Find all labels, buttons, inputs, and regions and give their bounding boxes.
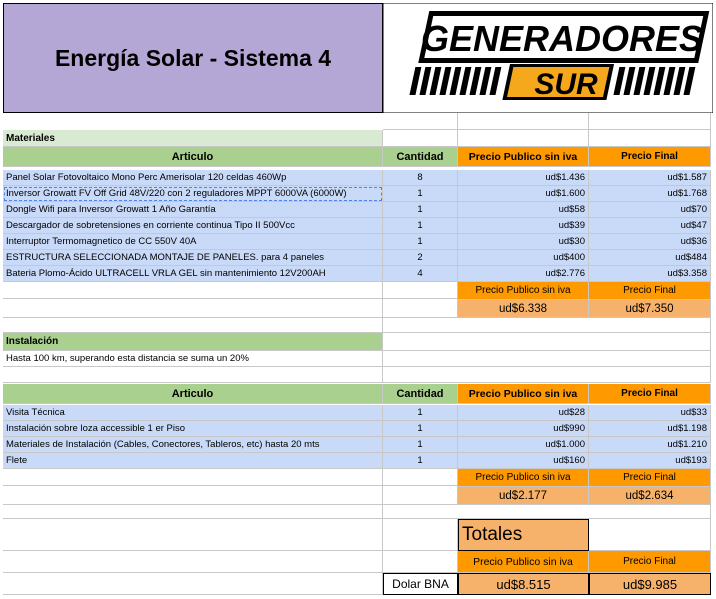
label-text: Precio Publico sin iva bbox=[473, 555, 573, 568]
table-row-final[interactable] bbox=[589, 453, 711, 469]
header-sin-iva-text: Precio Publico sin iva bbox=[468, 150, 578, 163]
instalacion-header-final[interactable] bbox=[589, 384, 711, 404]
empty-cell[interactable] bbox=[383, 113, 458, 130]
cell-text: ud$1.768 bbox=[667, 188, 707, 199]
table-row-sin-iva[interactable] bbox=[458, 437, 589, 453]
sheet-title-text: Energía Solar - Sistema 4 bbox=[54, 44, 332, 71]
cell-text: ud$39 bbox=[558, 220, 585, 231]
header-final-text: Precio Final bbox=[621, 388, 678, 399]
cell-text: ud$193 bbox=[675, 455, 707, 466]
empty-cell[interactable] bbox=[3, 486, 383, 505]
generadores-sur-logo bbox=[383, 3, 713, 113]
table-row-articulo[interactable] bbox=[3, 170, 383, 186]
cell-text: 2 bbox=[417, 252, 423, 263]
table-row-cantidad[interactable] bbox=[383, 421, 458, 437]
cell-text: Panel Solar Fotovoltaico Mono Perc Amerisolar 120 celdas 460Wp bbox=[6, 172, 287, 183]
cell-text: ud$58 bbox=[558, 204, 585, 215]
table-row-final[interactable] bbox=[589, 218, 711, 234]
header-cantidad-text: Cantidad bbox=[396, 387, 444, 400]
value-text: ud$2.177 bbox=[499, 489, 547, 502]
cell-text: 1 bbox=[417, 188, 423, 199]
cell-text: Dongle Wifi para Inversor Growatt 1 Año Garantía bbox=[6, 204, 216, 215]
table-row-cantidad[interactable] bbox=[383, 453, 458, 469]
table-row-final[interactable] bbox=[589, 170, 711, 186]
cell-text: ud$484 bbox=[675, 252, 707, 263]
cell-text: ud$990 bbox=[553, 423, 585, 434]
instalacion-header-cantidad[interactable] bbox=[383, 384, 458, 404]
cell-text: 1 bbox=[417, 220, 423, 231]
materiales-header-final[interactable] bbox=[589, 147, 711, 167]
cell-text: ud$160 bbox=[553, 455, 585, 466]
instalacion-subtotal-sin-iva[interactable] bbox=[458, 487, 589, 505]
cell-text: 1 bbox=[417, 204, 423, 215]
empty-cell[interactable] bbox=[3, 505, 383, 519]
value-text: ud$2.634 bbox=[625, 489, 674, 502]
dolar-bna-label[interactable] bbox=[383, 573, 458, 595]
cell-text: ud$400 bbox=[553, 252, 585, 263]
empty-cell[interactable] bbox=[589, 130, 711, 147]
table-row-sin-iva[interactable] bbox=[458, 405, 589, 421]
instalacion-note[interactable] bbox=[3, 351, 383, 367]
cell-text: ud$33 bbox=[680, 407, 707, 418]
header-sin-iva-text: Precio Publico sin iva bbox=[468, 387, 578, 400]
materiales-header-sin-iva[interactable] bbox=[458, 147, 589, 167]
table-row-articulo[interactable] bbox=[3, 202, 383, 218]
table-row-sin-iva[interactable] bbox=[458, 266, 589, 282]
value-text: ud$8.515 bbox=[496, 576, 551, 592]
cell-text: Flete bbox=[6, 455, 28, 466]
materiales-subtotal-sin-iva-label[interactable] bbox=[458, 282, 589, 300]
table-row-cantidad[interactable] bbox=[383, 250, 458, 266]
table-row-sin-iva[interactable] bbox=[458, 218, 589, 234]
cell-text: ud$1.198 bbox=[667, 423, 707, 434]
cell-text: 1 bbox=[417, 439, 423, 450]
empty-cell[interactable] bbox=[383, 299, 458, 318]
table-row-cantidad[interactable] bbox=[383, 202, 458, 218]
instalacion-subtotal-sin-iva-label[interactable] bbox=[458, 469, 589, 487]
empty-cell[interactable] bbox=[458, 130, 589, 147]
cell-text: 8 bbox=[417, 172, 423, 183]
empty-cell[interactable] bbox=[3, 573, 383, 595]
label-text: Precio Publico sin iva bbox=[475, 472, 571, 483]
header-articulo-text: Articulo bbox=[171, 387, 214, 400]
label-text: Dolar BNA bbox=[392, 577, 449, 591]
empty-cell[interactable] bbox=[383, 505, 711, 519]
empty-cell[interactable] bbox=[3, 551, 383, 573]
empty-cell[interactable] bbox=[3, 282, 383, 299]
label-text: Precio Publico sin iva bbox=[475, 285, 571, 296]
table-row-sin-iva[interactable] bbox=[458, 250, 589, 266]
cell-text: 1 bbox=[417, 423, 423, 434]
label-text: Precio Final bbox=[623, 556, 676, 567]
table-row-sin-iva[interactable] bbox=[458, 453, 589, 469]
header-articulo-text: Articulo bbox=[171, 150, 214, 163]
materiales-label-text: Materiales bbox=[6, 132, 55, 144]
cell-text: 1 bbox=[417, 455, 423, 466]
cell-text: Materiales de Instalación (Cables, Conectores, Tableros, etc) hasta 20 mts bbox=[6, 439, 320, 450]
cell-text: ud$1.210 bbox=[667, 439, 707, 450]
table-row-articulo[interactable] bbox=[3, 405, 383, 421]
instalacion-section-label[interactable] bbox=[3, 333, 383, 351]
totales-final[interactable] bbox=[589, 573, 711, 595]
sheet-title[interactable] bbox=[3, 3, 383, 113]
cell-text: ud$1.587 bbox=[667, 172, 707, 183]
empty-cell[interactable] bbox=[3, 469, 383, 486]
table-row-cantidad[interactable] bbox=[383, 218, 458, 234]
table-row-articulo[interactable] bbox=[3, 421, 383, 437]
table-row-sin-iva[interactable] bbox=[458, 234, 589, 250]
table-row-articulo[interactable] bbox=[3, 218, 383, 234]
cell-text: ud$30 bbox=[558, 236, 585, 247]
table-row-articulo[interactable] bbox=[3, 234, 383, 250]
logo-text-sur: SUR bbox=[534, 68, 598, 101]
cell-text: Visita Técnica bbox=[6, 407, 65, 418]
instalacion-header-sin-iva[interactable] bbox=[458, 384, 589, 404]
note-text: Hasta 100 km, superando esta distancia se suma un 20% bbox=[6, 353, 249, 364]
cell-text: Interruptor Termomagnetico de CC 550V 40A bbox=[6, 236, 197, 247]
empty-cell[interactable] bbox=[383, 282, 458, 299]
empty-cell[interactable] bbox=[3, 318, 383, 333]
totales-label[interactable] bbox=[458, 519, 589, 551]
empty-cell[interactable] bbox=[3, 299, 383, 318]
totales-sin-iva-label[interactable] bbox=[458, 551, 589, 573]
table-row-sin-iva[interactable] bbox=[458, 421, 589, 437]
empty-cell[interactable] bbox=[3, 519, 383, 551]
header-final-text: Precio Final bbox=[621, 151, 678, 162]
cell-text: ud$1.000 bbox=[545, 439, 585, 450]
table-row-final[interactable] bbox=[589, 234, 711, 250]
table-row-final[interactable] bbox=[589, 202, 711, 218]
empty-cell[interactable] bbox=[383, 551, 458, 573]
cell-text: Bateria Plomo-Ácido ULTRACELL VRLA GEL sin mantenimiento 12V200AH bbox=[6, 268, 326, 279]
label-text: Precio Final bbox=[623, 285, 676, 296]
empty-cell[interactable] bbox=[383, 333, 711, 351]
table-row-articulo-selected[interactable] bbox=[3, 186, 383, 202]
empty-cell[interactable] bbox=[589, 519, 711, 551]
cell-text: ud$2.776 bbox=[545, 268, 585, 279]
materiales-section-label[interactable] bbox=[3, 130, 383, 147]
materiales-header-articulo[interactable] bbox=[3, 147, 383, 167]
empty-cell[interactable] bbox=[383, 351, 711, 367]
header-cantidad-text: Cantidad bbox=[396, 150, 444, 163]
cell-text: ud$1.600 bbox=[545, 188, 585, 199]
cell-text: Descargador de sobretensiones en corriente continua Tipo II 500Vcc bbox=[6, 220, 295, 231]
table-row-cantidad[interactable] bbox=[383, 437, 458, 453]
cell-text: ud$47 bbox=[680, 220, 707, 231]
instalacion-label-text: Instalación bbox=[6, 336, 59, 347]
cell-text: 4 bbox=[417, 268, 423, 279]
totales-sin-iva[interactable] bbox=[458, 573, 589, 595]
table-row-final[interactable] bbox=[589, 437, 711, 453]
table-row-articulo[interactable] bbox=[3, 437, 383, 453]
table-row-cantidad[interactable] bbox=[383, 405, 458, 421]
table-row-final[interactable] bbox=[589, 186, 711, 202]
materiales-header-cantidad[interactable] bbox=[383, 147, 458, 167]
cell-text: ud$3.358 bbox=[667, 268, 707, 279]
table-row-cantidad[interactable] bbox=[383, 170, 458, 186]
cell-text: Inversor Growatt FV Off Grid 48V/220 con 2 reguladores MPPT 6000VA (6000W) bbox=[6, 188, 347, 199]
cell-text: 1 bbox=[417, 407, 423, 418]
table-row-articulo[interactable] bbox=[3, 266, 383, 282]
label-text: Precio Final bbox=[623, 472, 676, 483]
cell-text: ESTRUCTURA SELECCIONADA MONTAJE DE PANELES. para 4 paneles bbox=[6, 252, 324, 263]
cell-text: ud$1.436 bbox=[545, 172, 585, 183]
materiales-subtotal-final-label[interactable] bbox=[589, 282, 711, 300]
value-text: ud$7.350 bbox=[625, 302, 674, 315]
table-row-cantidad[interactable] bbox=[383, 234, 458, 250]
materiales-subtotal-final[interactable] bbox=[589, 300, 711, 318]
instalacion-subtotal-final-label[interactable] bbox=[589, 469, 711, 487]
table-row-articulo[interactable] bbox=[3, 250, 383, 266]
empty-cell[interactable] bbox=[383, 469, 458, 486]
totales-final-label[interactable] bbox=[589, 551, 711, 573]
logo-text-generadores: GENERADORES bbox=[420, 18, 704, 59]
instalacion-header-articulo[interactable] bbox=[3, 384, 383, 404]
table-row-sin-iva[interactable] bbox=[458, 202, 589, 218]
empty-cell[interactable] bbox=[3, 367, 383, 383]
cell-text: ud$36 bbox=[680, 236, 707, 247]
cell-text: ud$70 bbox=[680, 204, 707, 215]
empty-cell[interactable] bbox=[383, 486, 458, 505]
totales-label-text: Totales bbox=[462, 524, 523, 545]
table-row-final[interactable] bbox=[589, 250, 711, 266]
table-row-sin-iva[interactable] bbox=[458, 170, 589, 186]
cell-text: 1 bbox=[417, 236, 423, 247]
empty-cell[interactable] bbox=[383, 318, 711, 333]
table-row-sin-iva[interactable] bbox=[458, 186, 589, 202]
empty-cell[interactable] bbox=[383, 519, 458, 551]
value-text: ud$6.338 bbox=[499, 302, 547, 315]
table-row-final[interactable] bbox=[589, 421, 711, 437]
table-row-final[interactable] bbox=[589, 405, 711, 421]
cell-text: ud$28 bbox=[558, 407, 585, 418]
materiales-subtotal-sin-iva[interactable] bbox=[458, 300, 589, 318]
empty-cell[interactable] bbox=[589, 113, 711, 130]
empty-cell[interactable] bbox=[458, 113, 589, 130]
table-row-articulo[interactable] bbox=[3, 453, 383, 469]
value-text: ud$9.985 bbox=[622, 576, 678, 592]
cell-text: Instalación sobre loza accessible 1 er Piso bbox=[6, 423, 186, 434]
table-row-final[interactable] bbox=[589, 266, 711, 282]
empty-cell[interactable] bbox=[383, 130, 458, 147]
table-row-cantidad[interactable] bbox=[383, 186, 458, 202]
instalacion-subtotal-final[interactable] bbox=[589, 487, 711, 505]
table-row-cantidad[interactable] bbox=[383, 266, 458, 282]
empty-cell[interactable] bbox=[383, 367, 711, 383]
